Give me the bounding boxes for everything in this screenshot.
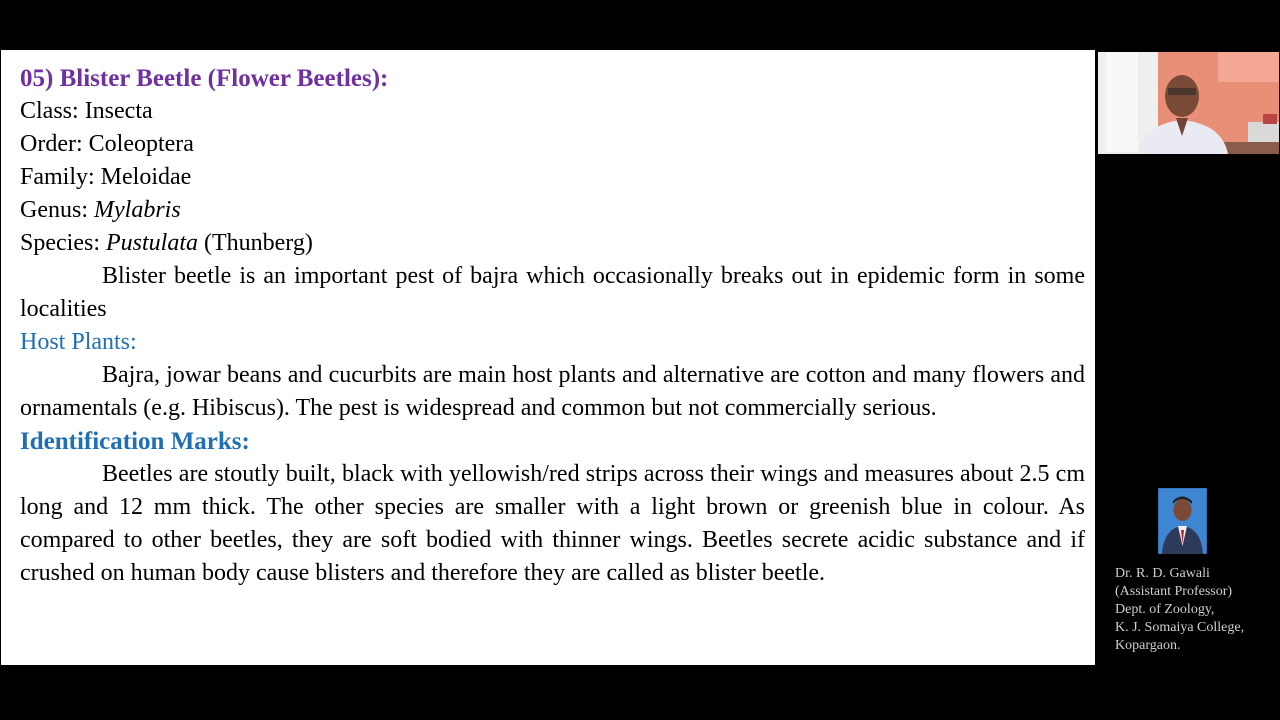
- species-value: Pustulata: [105, 230, 198, 256]
- identification-heading: Identification Marks:: [20, 428, 250, 455]
- credit-department: Dept. of Zoology,: [1115, 602, 1215, 617]
- credit-designation: (Assistant Professor): [1115, 584, 1233, 599]
- genus-label: Genus:: [20, 197, 88, 223]
- webcam-frame-image: [1098, 52, 1279, 154]
- family-row: [20, 161, 1085, 194]
- identification-paragraph: Beetles are stoutly built, black with yellowish/red strips across their wings and measures about 2.5 cm long and 12 mm thick. The other species are smaller with a light brown or greenish blue in colour. As compared to other beetles, they are soft bodied with thinner wings. Beetles secrete acidic substance and if crushed on human body cause blisters and therefore they are called as blister beetle.: [20, 461, 1085, 586]
- class-label: Class:: [20, 98, 79, 124]
- credit-college: K. J. Somaiya College,: [1115, 620, 1245, 635]
- host-plants-paragraph: Bajra, jowar beans and cucurbits are main host plants and alternative are cotton and many flowers and ornamentals (e.g. Hibiscus). The pest is widespread and common but not commercially serious.: [20, 362, 1085, 421]
- order-row: [20, 128, 1085, 161]
- species-author: (Thunberg): [204, 230, 313, 256]
- class-row: [20, 95, 1085, 128]
- order-value: Coleoptera: [88, 131, 194, 157]
- host-plants-heading: Host Plants:: [20, 329, 137, 355]
- intro-paragraph: Blister beetle is an important pest of bajra which occasionally breaks out in epidemic form in some localities: [20, 263, 1085, 322]
- family-value: Meloidae: [100, 164, 192, 190]
- slide-title: 05) Blister Beetle (Flower Beetles):: [20, 65, 389, 92]
- genus-value: Mylabris: [94, 197, 181, 223]
- presenter-webcam-video: [1098, 52, 1279, 154]
- species-label: Species:: [20, 230, 100, 256]
- class-value: Insecta: [84, 98, 153, 124]
- credit-location: Kopargaon.: [1115, 638, 1181, 653]
- family-label: Family:: [20, 164, 95, 190]
- presenter-profile-photo: [1158, 488, 1207, 554]
- genus-row: [20, 194, 1085, 227]
- credit-name: Dr. R. D. Gawali: [1115, 566, 1210, 581]
- presentation-slide: [1, 50, 1095, 665]
- slide-content: [20, 62, 1085, 590]
- presenter-credits: [1115, 565, 1280, 655]
- order-label: Order:: [20, 131, 83, 157]
- species-row: [20, 227, 1085, 260]
